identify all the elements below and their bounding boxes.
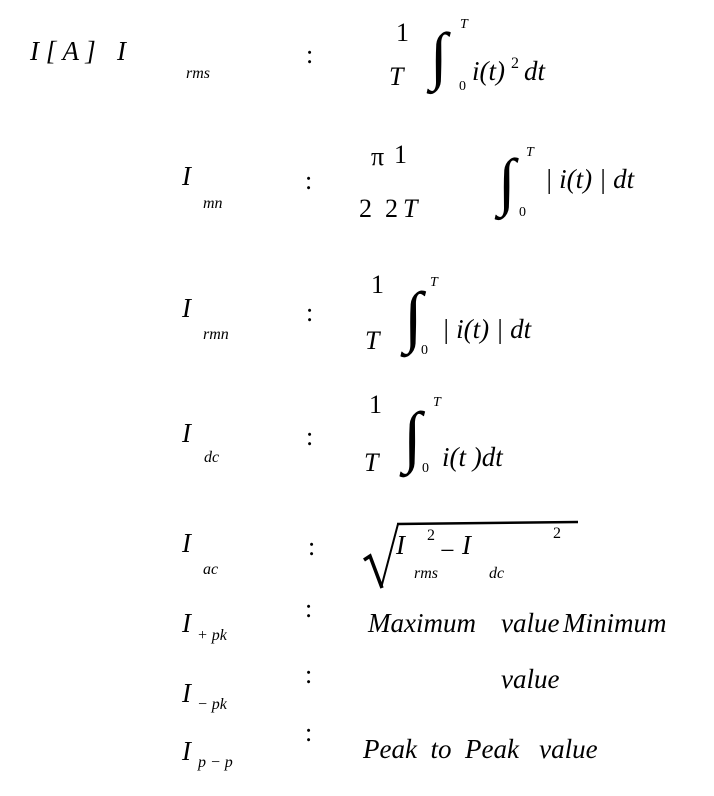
radicand-left-symbol: I — [396, 530, 405, 560]
integral-upper-limit: T — [460, 17, 468, 32]
definition-text-value: value — [501, 664, 560, 694]
integral-lower-limit: 0 — [519, 205, 526, 220]
quantity-symbol-mn: I — [182, 161, 191, 191]
quantity-subscript-dc: dc — [204, 449, 220, 466]
quantity-subscript-mn: mn — [203, 195, 223, 212]
integral-sign: ∫ — [404, 278, 423, 354]
colon-separator: : — [306, 298, 314, 327]
integral-upper-limit: T — [526, 145, 534, 160]
quantity-symbol-p-p: I — [182, 736, 191, 766]
quantity-subscript-ac: ac — [203, 561, 219, 578]
quantity-symbol-ac: I — [182, 528, 191, 558]
fraction-denominator-T: T — [403, 194, 418, 223]
radicand-right-subscript: dc — [489, 565, 505, 582]
colon-separator: : — [305, 660, 313, 689]
integral-sign: ∫ — [498, 146, 516, 217]
minus-sign: − — [440, 536, 455, 565]
fraction-numerator: 1 — [369, 390, 382, 419]
integrand: i(t) — [472, 56, 505, 86]
current-unit-label: I [ A ] — [30, 36, 96, 66]
radicand-left-subscript: rms — [414, 565, 439, 582]
colon-separator: : — [305, 166, 313, 195]
colon-separator: : — [306, 422, 314, 451]
fraction-denominator-two: 2 — [385, 194, 398, 223]
integral-sign: ∫ — [430, 20, 448, 91]
definition-text-maximum: Maximum — [368, 608, 476, 638]
fraction-numerator: 1 — [396, 18, 409, 47]
fraction-denominator-two: 2 — [359, 194, 372, 223]
fraction-denominator: T — [364, 448, 379, 477]
radicand-right-exponent: 2 — [553, 525, 561, 542]
fraction-denominator: T — [389, 62, 404, 91]
integral-sign: ∫ — [403, 398, 422, 474]
colon-separator: : — [308, 532, 316, 561]
integrand: | i(t) | dt — [442, 314, 532, 344]
fraction-denominator: T — [365, 326, 380, 355]
quantity-symbol-dc: I — [182, 418, 191, 448]
quantity-symbol-rms: I — [117, 36, 126, 66]
square-root-icon — [358, 514, 584, 600]
radicand-right-symbol: I — [462, 530, 471, 560]
quantity-subscript-minus-pk: − pk — [197, 696, 227, 713]
quantity-subscript-plus-pk: + pk — [197, 627, 227, 644]
integral-lower-limit: 0 — [421, 343, 428, 358]
radicand-left-exponent: 2 — [427, 527, 435, 544]
integrand: | i(t) | dt — [545, 164, 635, 194]
quantity-symbol-rmn: I — [182, 293, 191, 323]
integral-lower-limit: 0 — [459, 79, 466, 94]
colon-separator: : — [305, 718, 313, 747]
integral-upper-limit: T — [430, 275, 438, 290]
definition-text-value: value — [501, 608, 560, 638]
quantity-subscript-rmn: rmn — [203, 326, 229, 343]
fraction-numerator: 1 — [371, 270, 384, 299]
fraction-numerator: 1 — [394, 140, 407, 169]
colon-separator: : — [305, 594, 313, 623]
integral-lower-limit: 0 — [422, 461, 429, 476]
pi-symbol: π — [371, 142, 385, 171]
integrand-exponent: 2 — [511, 55, 519, 72]
definition-text-peak-to-peak: Peak to Peak value — [363, 734, 598, 764]
quantity-subscript-rms: rms — [186, 65, 211, 82]
definition-text-minimum: Minimum — [563, 608, 667, 638]
differential: dt — [524, 56, 546, 86]
colon-separator: : — [306, 40, 314, 69]
integrand: i(t )dt — [442, 442, 503, 472]
quantity-symbol-minus-pk: I — [182, 678, 191, 708]
integral-upper-limit: T — [433, 395, 441, 410]
quantity-symbol-plus-pk: I — [182, 608, 191, 638]
quantity-subscript-p-p: p − p — [198, 754, 233, 771]
